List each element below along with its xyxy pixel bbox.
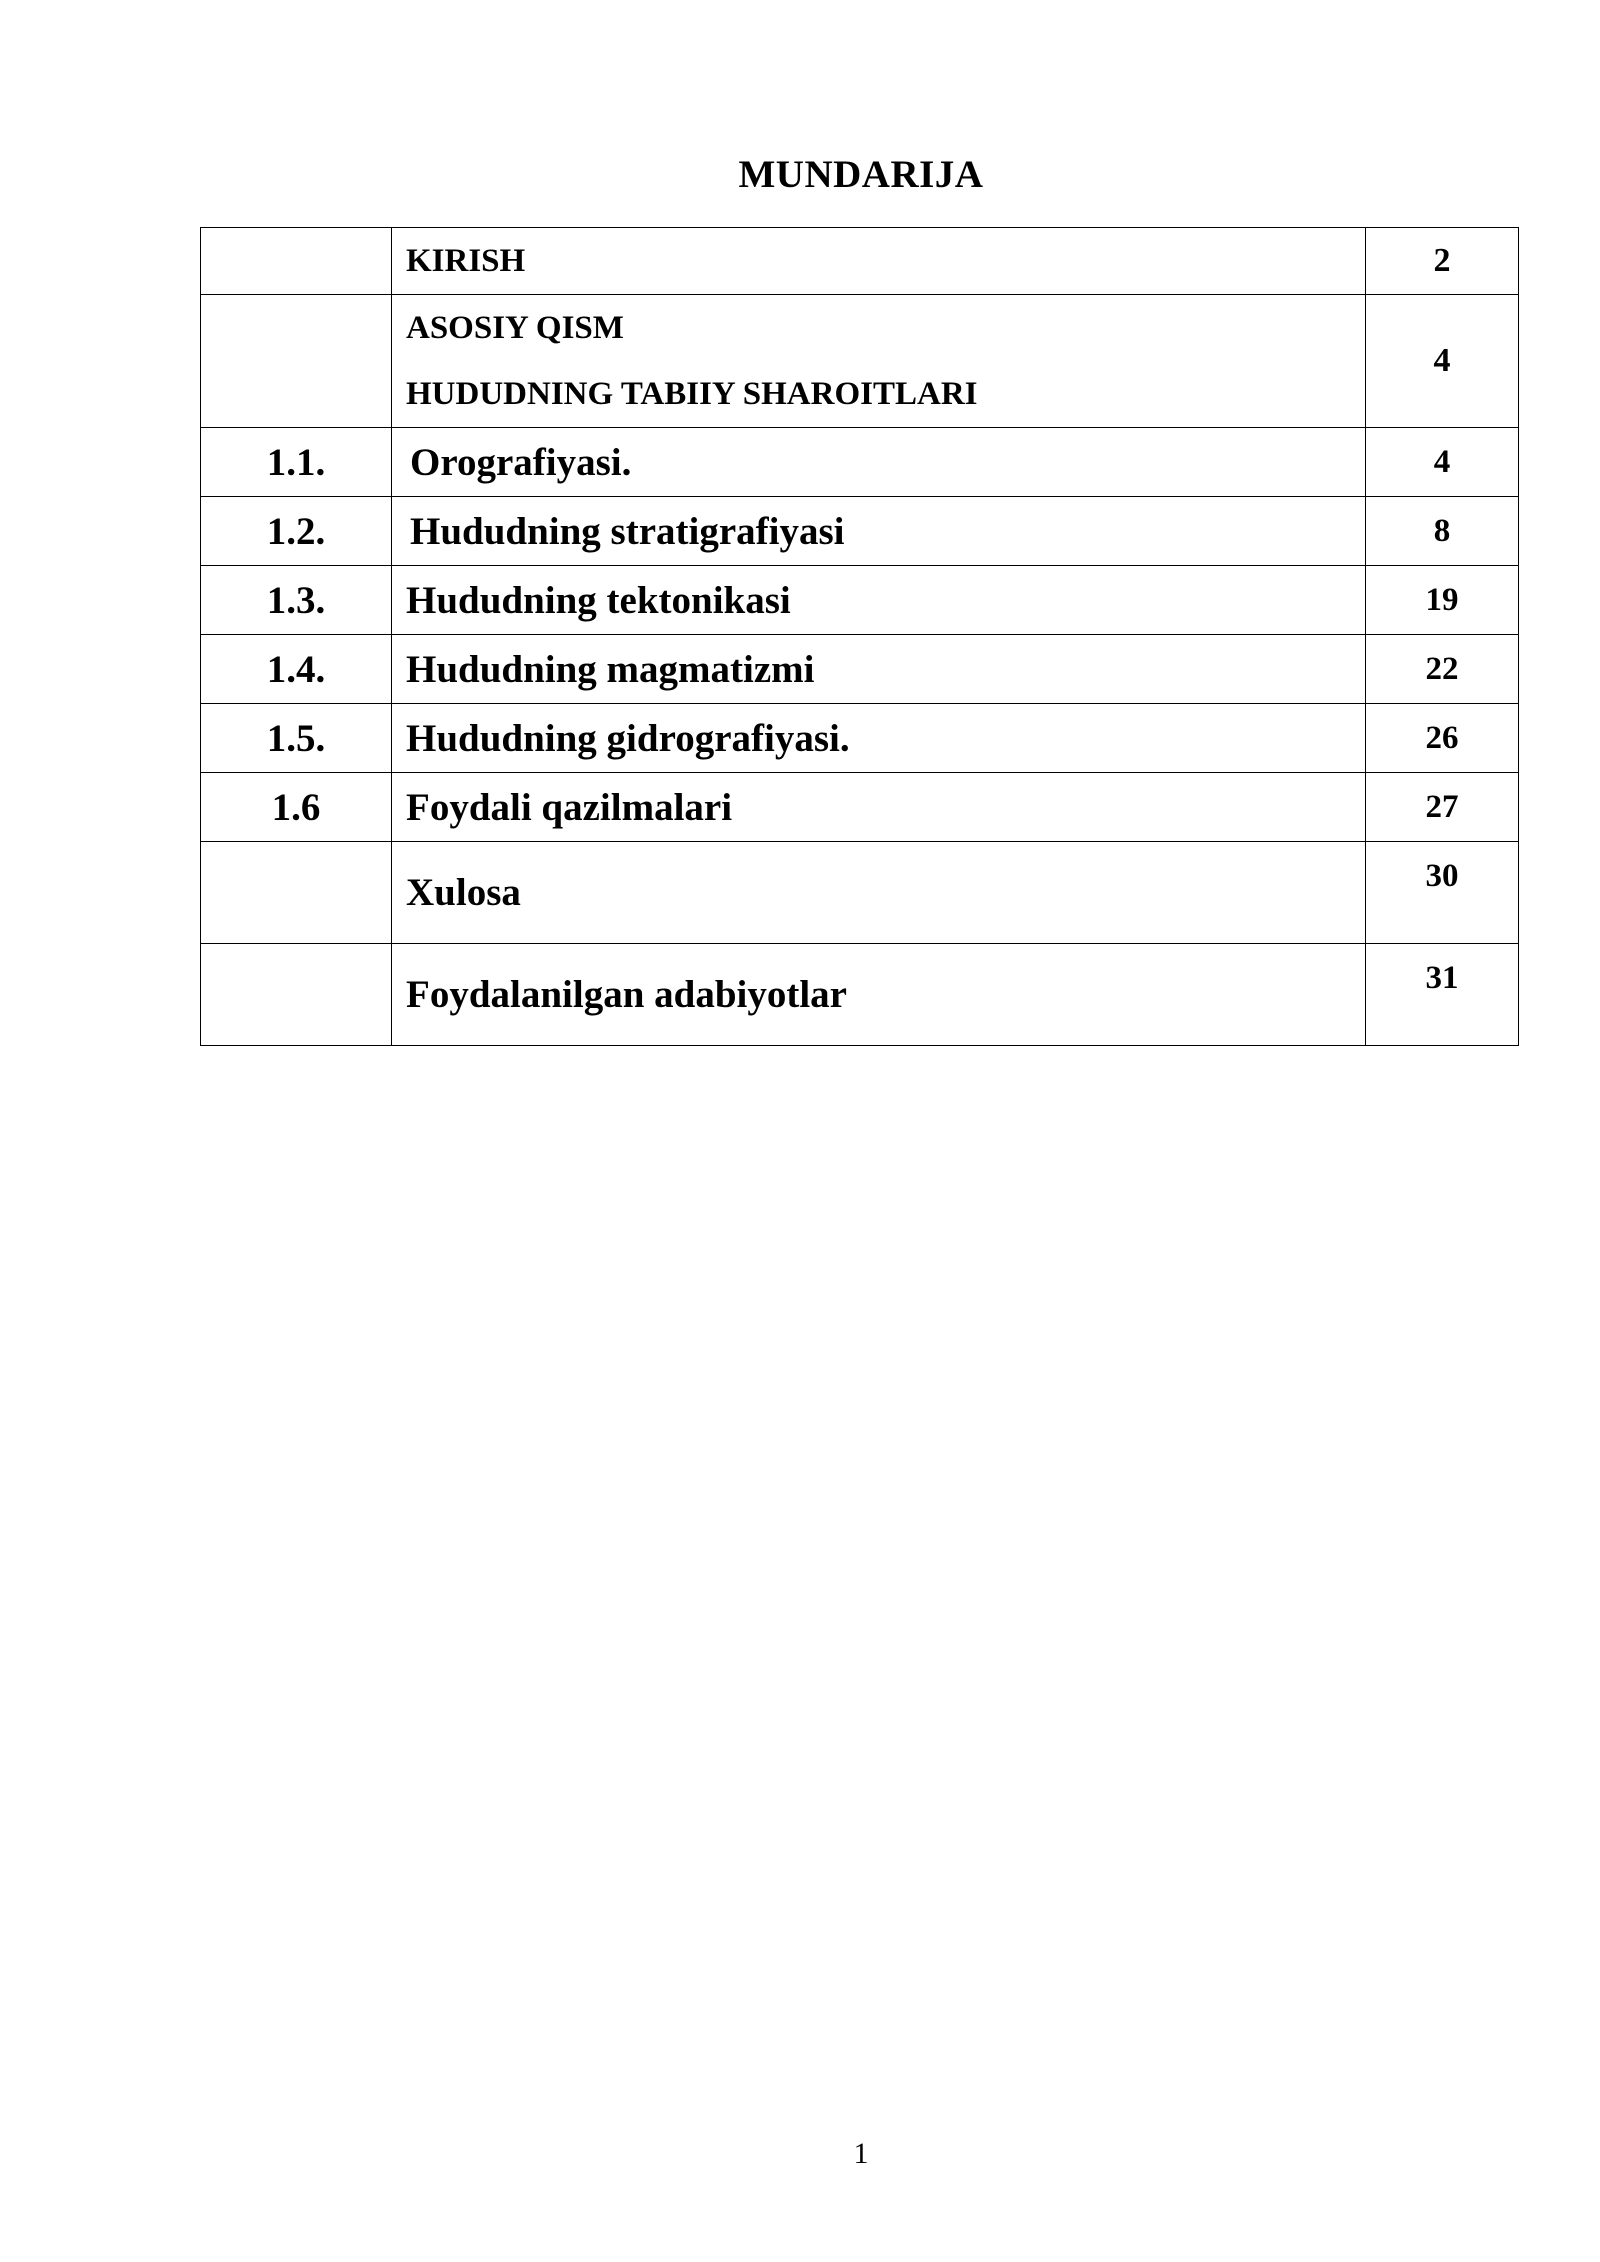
- toc-section-number: 1.1.: [201, 428, 392, 497]
- toc-entry-title: [392, 428, 1366, 497]
- toc-entry-title: [392, 566, 1366, 635]
- toc-row: [201, 428, 1519, 497]
- toc-entry-title: [392, 773, 1366, 842]
- toc-entry-title: [392, 228, 1366, 295]
- toc-section-number: 1.4.: [201, 635, 392, 704]
- toc-page-number: 27: [1366, 773, 1519, 842]
- toc-page-number: 4: [1366, 295, 1519, 428]
- toc-section-number: [201, 228, 392, 295]
- toc-page-number: 19: [1366, 566, 1519, 635]
- toc-row: [201, 295, 1519, 428]
- toc-entry-line: Hududning tektonikasi: [406, 578, 791, 622]
- toc-entry-title: [392, 635, 1366, 704]
- toc-row: [201, 842, 1519, 944]
- toc-page-number: 22: [1366, 635, 1519, 704]
- toc-entry-title: [392, 842, 1366, 944]
- toc-page-number: 26: [1366, 704, 1519, 773]
- toc-entry-line: Hududning stratigrafiyasi: [410, 509, 845, 553]
- toc-section-number: 1.3.: [201, 566, 392, 635]
- toc-row: [201, 228, 1519, 295]
- toc-section-number: 1.5.: [201, 704, 392, 773]
- toc-page-number: 2: [1366, 228, 1519, 295]
- toc-section-number: [201, 295, 392, 428]
- toc-row: [201, 704, 1519, 773]
- toc-page-number: 30: [1366, 842, 1519, 944]
- toc-entry-line: KIRISH: [406, 242, 526, 279]
- toc-entry-line: Orografiyasi.: [410, 440, 632, 484]
- document-title: MUNDARIJA: [738, 153, 984, 196]
- toc-row: [201, 944, 1519, 1046]
- toc-row: [201, 566, 1519, 635]
- toc-entry-line: ASOSIY QISM: [406, 310, 624, 346]
- toc-entry-title: [392, 704, 1366, 773]
- toc-page-number: 8: [1366, 497, 1519, 566]
- toc-row: [201, 497, 1519, 566]
- toc-page-number: 31: [1366, 944, 1519, 1046]
- table-of-contents: [200, 227, 1519, 1046]
- toc-entry-title: [392, 497, 1366, 566]
- toc-section-number: 1.2.: [201, 497, 392, 566]
- toc-entry-line: HUDUDNING TABIIY SHAROITLARI: [406, 376, 978, 412]
- toc-entry-title: [392, 295, 1366, 428]
- toc-row: [201, 635, 1519, 704]
- toc-entry-line: Hududning gidrografiyasi.: [406, 716, 850, 760]
- toc-entry-line: Hududning magmatizmi: [406, 647, 815, 691]
- toc-section-number: 1.6: [201, 773, 392, 842]
- toc-entry-line: Xulosa: [406, 871, 521, 914]
- toc-entry-line: Foydalanilgan adabiyotlar: [406, 973, 847, 1016]
- toc-entry-line: Foydali qazilmalari: [406, 785, 733, 829]
- toc-section-number: [201, 944, 392, 1046]
- toc-page-number: 4: [1366, 428, 1519, 497]
- toc-row: [201, 773, 1519, 842]
- toc-entry-title: [392, 944, 1366, 1046]
- page-number: 1: [853, 2137, 869, 2170]
- toc-section-number: [201, 842, 392, 944]
